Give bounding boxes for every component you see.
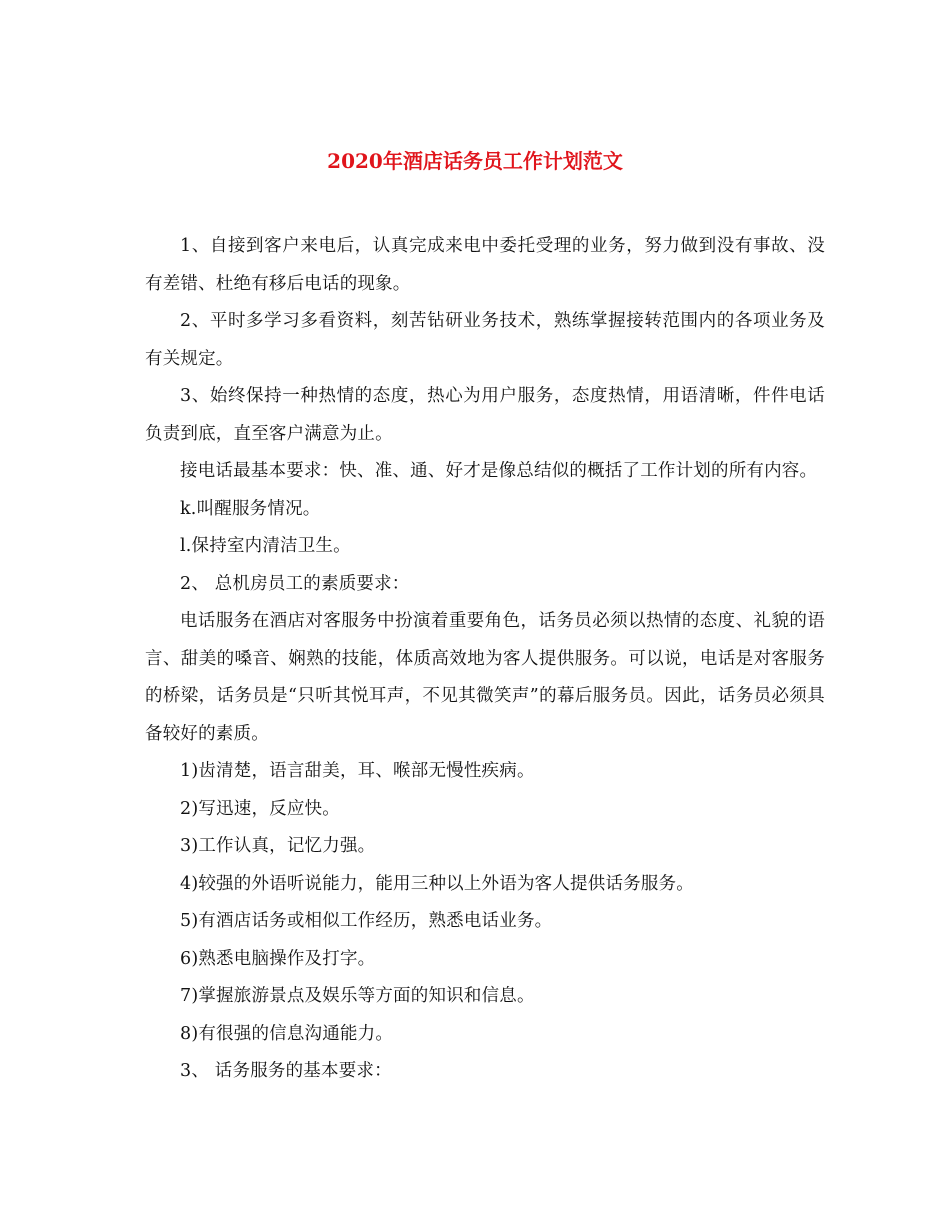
- paragraph: 2、平时多学习多看资料，刻苦钻研业务技术，熟练掌握接转范围内的各项业务及有关规定。: [145, 311, 825, 369]
- list-item: 2)写迅速，反应快。: [180, 798, 340, 819]
- list-item: 5)有酒店话务或相似工作经历，熟悉电话业务。: [180, 911, 553, 931]
- list-item: 6)熟悉电脑操作及打字。: [180, 948, 376, 969]
- list-item: 3)工作认真，记忆力强。: [180, 836, 376, 856]
- paragraph: 3、 话务服务的基本要求：: [180, 1061, 392, 1081]
- list-item: 7)掌握旅游景点及娱乐等方面的知识和信息。: [180, 986, 535, 1006]
- list-item: 1)齿清楚，语言甜美，耳、喉部无慢性疾病。: [180, 761, 535, 781]
- paragraph: l.保持室内清洁卫生。: [180, 536, 351, 556]
- paragraph: 3、始终保持一种热情的态度，热心为用户服务，态度热情，用语清晰，件件电话负责到底，直至客户满意为止。: [145, 386, 825, 444]
- paragraph: k.叫醒服务情况。: [180, 498, 321, 519]
- list-item: 4)较强的外语听说能力，能用三种以上外语为客人提供话务服务。: [180, 873, 694, 894]
- paragraph: 1、自接到客户来电后，认真完成来电中委托受理的业务，努力做到没有事故、没有差错、杜绝有移后电话的现象。: [145, 236, 825, 294]
- document-title: 2020年酒店话务员工作计划范文: [327, 149, 623, 173]
- paragraph: 电话服务在酒店对客服务中扮演着重要角色，话务员必须以热情的态度、礼貌的语言、甜美的嗓音、娴熟的技能，体质高效地为客人提供服务。可以说，电话是对客服务的桥梁，话务员是“只听其悦耳声，不见其微笑声”的幕后服务员。因此，话务员必须具备较好的素质。: [145, 611, 825, 744]
- paragraph: 2、 总机房员工的素质要求：: [180, 573, 410, 594]
- list-item: 8)有很强的信息沟通能力。: [180, 1023, 394, 1044]
- paragraph: 接电话最基本要求：快、准、通、好才是像总结似的概括了工作计划的所有内容。: [180, 461, 818, 481]
- document-body: [145, 228, 825, 1091]
